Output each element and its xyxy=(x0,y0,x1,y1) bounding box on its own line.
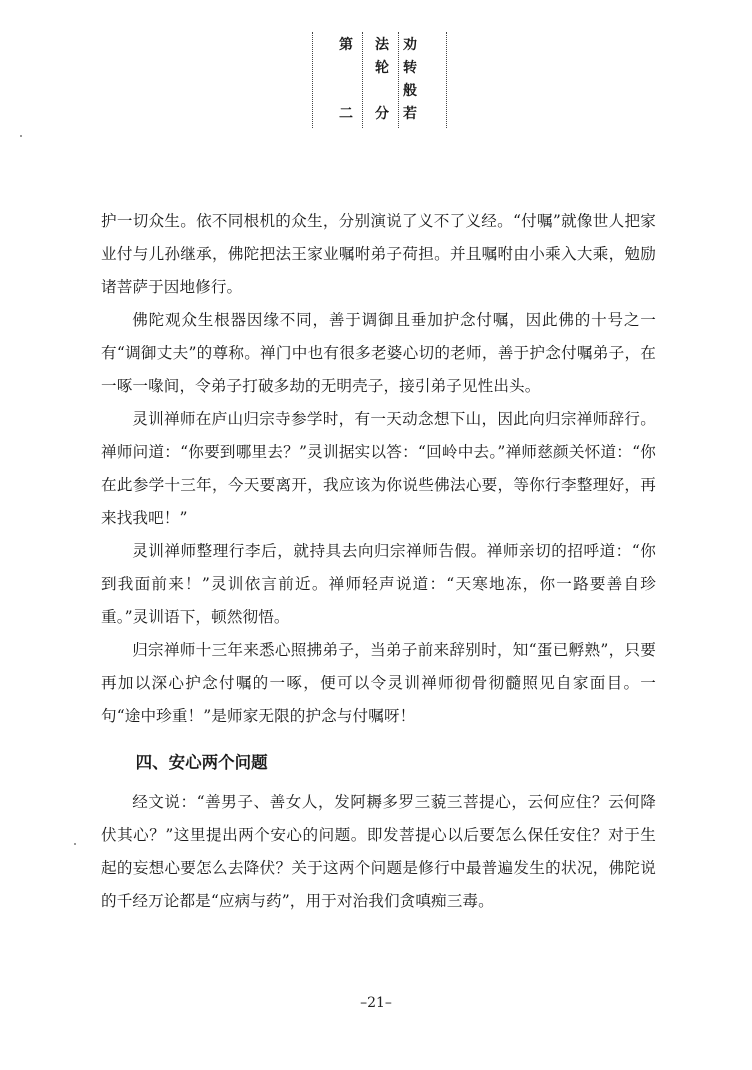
header-char: 轮 xyxy=(375,60,389,76)
paragraph-3: 灵训禅师在庐山归宗寺参学时，有一天动念想下山，因此向归宗禅师辞行。禅师问道：“你要到哪里去？”灵训据实以答：“回岭中去。”禅师慈颜关怀道：“你在此参学十三年，今天要离开，我应该为你说些佛法心要，等你行李整理好，再来找我吧！” xyxy=(101,410,656,527)
paragraph-2: 佛陀观众生根器因缘不同，善于调御且垂加护念付嘱，因此佛的十号之一有“调御丈夫”的尊称。禅门中也有很多老婆心切的老师，善于护念付嘱弟子，在一啄一喙间，令弟子打破多劫的无明壳子，接引弟子见性出头。 xyxy=(101,311,656,395)
section-heading: 四、安心两个问题 xyxy=(135,753,268,772)
header-column-section xyxy=(370,34,394,126)
header-char: 般 xyxy=(403,83,417,99)
header-char: 转 xyxy=(403,60,417,76)
header-rule xyxy=(312,32,313,128)
header-char: 二 xyxy=(339,106,353,122)
header-rule xyxy=(446,32,447,128)
header-char: 劝 xyxy=(403,37,417,53)
header-column-chapter xyxy=(334,34,358,126)
paragraph-6: 经文说：“善男子、善女人，发阿耨多罗三藐三菩提心，云何应住？云何降伏其心？”这里提出两个安心的问题。即发菩提心以后要怎么保任安住？对于生起的妄想心要怎么去降伏？关于这两个问题是修行中最普遍发生的状况，佛陀说的千经万论都是“应病与药”，用于对治我们贪嗔痴三毒。 xyxy=(101,793,656,910)
paragraph-1: 护一切众生。依不同根机的众生，分别演说了义不了义经。“付嘱”就像世人把家业付与儿孙继承，佛陀把法王家业嘱咐弟子荷担。并且嘱咐由小乘入大乘，勉励诸菩萨于因地修行。 xyxy=(101,212,656,296)
paragraph-4: 灵训禅师整理行李后，就持具去向归宗禅师告假。禅师亲切的招呼道：“你到我面前来！”灵训依言前近。禅师轻声说道：“天寒地冻，你一路要善自珍重。”灵训语下，顿然彻悟。 xyxy=(101,542,656,626)
header-char: 第 xyxy=(339,37,353,53)
page-number: –21– xyxy=(360,995,392,1011)
running-header xyxy=(312,30,450,130)
body-text xyxy=(101,205,656,918)
header-column-title xyxy=(398,34,422,126)
scan-speck xyxy=(74,843,76,845)
header-rule xyxy=(362,32,363,128)
header-char: 若 xyxy=(403,106,417,122)
header-char: 分 xyxy=(375,106,389,122)
header-char: 法 xyxy=(375,37,389,53)
paragraph-5: 归宗禅师十三年来悉心照拂弟子，当弟子前来辞别时，知“蛋已孵熟”，只要再加以深心护念付嘱的一啄，便可以令灵训禅师彻骨彻髓照见自家面目。一句“途中珍重！”是师家无限的护念与付嘱呀！ xyxy=(101,641,656,725)
scan-speck xyxy=(20,135,22,137)
